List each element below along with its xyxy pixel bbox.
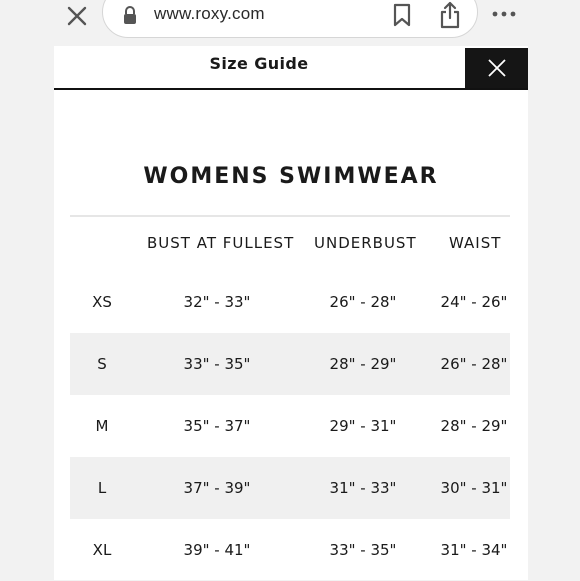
size-cell: M: [95, 417, 109, 435]
close-icon: [488, 59, 506, 77]
table-row: [70, 395, 510, 457]
column-header-waist: WAIST: [449, 234, 502, 252]
waist-cell: 24" - 26": [440, 293, 508, 311]
share-icon[interactable]: [438, 1, 462, 29]
bust-cell: 32" - 33": [183, 293, 251, 311]
bust-cell: 33" - 35": [183, 355, 251, 373]
table-header-row: [70, 217, 510, 271]
size-cell: XL: [92, 541, 112, 559]
table-row: [70, 271, 510, 333]
underbust-cell: 26" - 28": [329, 293, 397, 311]
size-cell: XS: [92, 293, 112, 311]
browser-toolbar: [0, 0, 580, 36]
underbust-cell: 33" - 35": [329, 541, 397, 559]
size-table: [70, 217, 510, 581]
waist-cell: 31" - 34": [440, 541, 508, 559]
table-heading: WOMENS SWIMWEAR: [143, 164, 439, 189]
lock-icon: [122, 5, 138, 25]
size-cell: L: [97, 479, 107, 497]
close-icon[interactable]: [64, 3, 90, 29]
table-row: [70, 519, 510, 581]
bust-cell: 37" - 39": [183, 479, 251, 497]
size-guide-page: [54, 46, 528, 580]
underbust-cell: 28" - 29": [329, 355, 397, 373]
bookmark-icon[interactable]: [392, 3, 412, 27]
column-header-bust: BUST AT FULLEST: [147, 234, 295, 252]
close-button[interactable]: [465, 48, 528, 88]
waist-cell: 26" - 28": [440, 355, 508, 373]
bust-cell: 35" - 37": [183, 417, 251, 435]
underbust-cell: 31" - 33": [329, 479, 397, 497]
modal-header: [54, 46, 528, 90]
column-header-underbust: UNDERBUST: [314, 234, 417, 252]
table-row: [70, 333, 510, 395]
modal-title: Size Guide: [209, 54, 309, 73]
url-text[interactable]: www.roxy.com: [154, 4, 265, 23]
waist-cell: 28" - 29": [440, 417, 508, 435]
more-icon[interactable]: [492, 6, 516, 22]
table-row: [70, 457, 510, 519]
waist-cell: 30" - 31": [440, 479, 508, 497]
underbust-cell: 29" - 31": [329, 417, 397, 435]
bust-cell: 39" - 41": [183, 541, 251, 559]
size-cell: S: [97, 355, 107, 373]
